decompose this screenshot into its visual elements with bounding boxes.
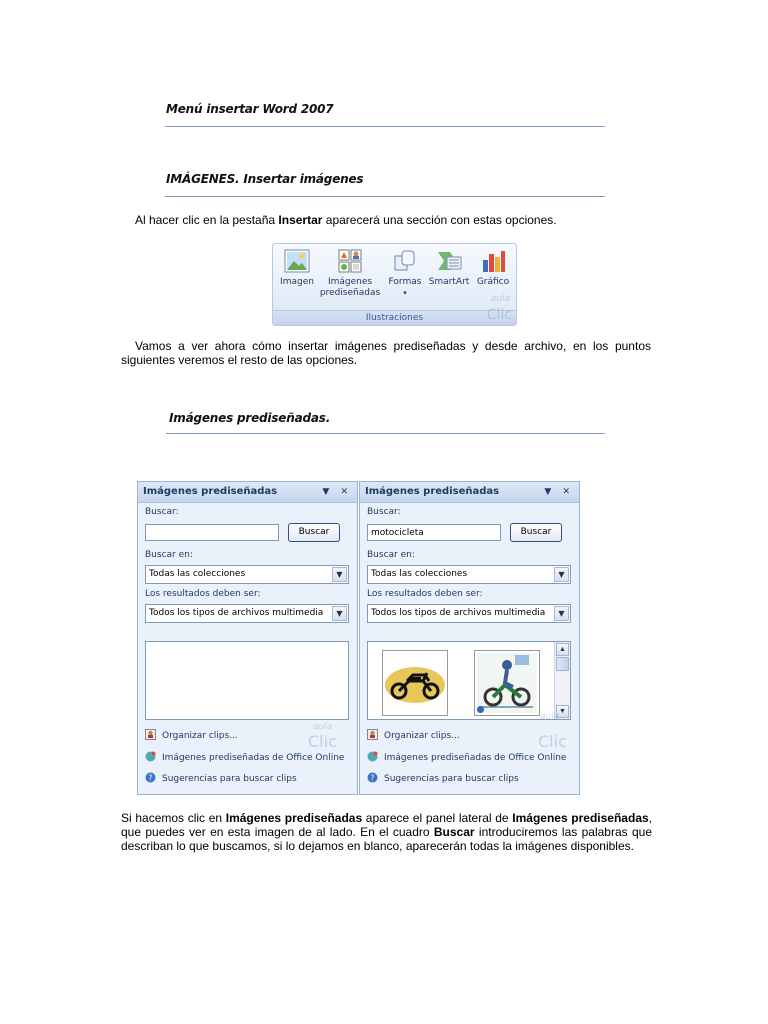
ribbon-group-text: Ilustraciones (365, 313, 424, 323)
organizer-icon (145, 729, 156, 740)
pane-close-icon[interactable]: ▼ ✕ (322, 487, 352, 497)
chevron-down-icon[interactable]: ▼ (332, 606, 347, 621)
office-online-link[interactable] (367, 751, 566, 763)
pane-close-icon[interactable]: ▼ ✕ (544, 487, 574, 497)
search-input[interactable]: motocicleta (367, 524, 501, 541)
search-in-label: Buscar en: (145, 550, 193, 560)
watermark: aula (313, 722, 333, 732)
rider-icon (475, 651, 539, 715)
search-in-select[interactable] (145, 565, 349, 584)
scroll-down-icon[interactable]: ▼ (556, 705, 569, 718)
picture-icon (284, 248, 310, 274)
ribbon-imagen-button[interactable] (277, 248, 317, 288)
motorcycle-icon (383, 651, 447, 715)
para3-bold: Imágenes prediseñadas (512, 811, 649, 825)
intro-bold: Insertar (278, 213, 323, 227)
organizer-icon (367, 729, 378, 740)
ribbon-label: Formas (388, 277, 422, 287)
search-in-label: Buscar en: (367, 550, 415, 560)
shapes-icon (392, 248, 418, 274)
heading-imagenes: IMÁGENES. Insertar imágenes (166, 172, 364, 186)
ribbon-illustrations-group (272, 243, 517, 326)
clipart-pane-empty (137, 481, 358, 795)
results-scrollbar[interactable] (554, 642, 570, 719)
search-button[interactable]: Buscar (288, 523, 340, 542)
search-tips-link[interactable] (145, 772, 297, 784)
para3-text: introduciremos las palabras que describan lo que buscamos, si lo dejamos en blanco, aparecerán todas la imágenes disponibles. (121, 825, 652, 853)
ribbon-label: prediseñadas (319, 288, 381, 298)
results-type-value: Todos los tipos de archivos multimedia (149, 608, 324, 618)
ribbon-label: Gráfico (476, 277, 510, 287)
help-icon (145, 772, 156, 783)
intro-text: Al hacer clic en la pestaña (135, 213, 279, 227)
organize-clips-text: Organizar clips... (384, 731, 460, 741)
pane-title-text: Imágenes prediseñadas (143, 486, 278, 497)
heading-rule (165, 196, 605, 197)
intro-paragraph (135, 213, 655, 227)
organize-clips-text: Organizar clips... (162, 731, 238, 741)
para3-bold: Buscar (433, 825, 475, 839)
watermark: aula (490, 294, 510, 304)
watermark: Clic (308, 732, 337, 751)
ribbon-group-label (273, 307, 516, 325)
smartart-icon (436, 248, 462, 274)
organize-clips-link[interactable] (145, 729, 238, 741)
results-type-value: Todos los tipos de archivos multimedia (371, 608, 546, 618)
chevron-down-icon[interactable]: ▼ (332, 567, 347, 582)
search-in-value: Todas las colecciones (149, 569, 246, 579)
ribbon-smartart-button[interactable] (427, 248, 471, 288)
watermark: Clic (486, 307, 512, 323)
para3-text: aparece el panel lateral de (362, 811, 513, 825)
results-area (145, 641, 349, 720)
paragraph-2: Vamos a ver ahora cómo insertar imágenes prediseñadas y desde archivo, en los puntos siguientes veremos el resto de las opciones. (121, 339, 651, 367)
scroll-up-icon[interactable]: ▲ (556, 643, 569, 656)
ribbon-clipart-button[interactable] (317, 248, 383, 299)
search-input[interactable] (145, 524, 279, 541)
heading-clipart: Imágenes prediseñadas. (169, 411, 331, 425)
clipart-thumbnail-motorcycle[interactable] (382, 650, 448, 716)
heading-rule (165, 126, 605, 127)
ribbon-label: Imágenes (327, 277, 373, 287)
clipart-thumbnail-rider[interactable] (474, 650, 540, 716)
results-type-select[interactable] (367, 604, 571, 623)
ribbon-grafico-button[interactable] (473, 248, 513, 288)
office-online-link[interactable] (145, 751, 344, 763)
search-tips-text: Sugerencias para buscar clips (384, 774, 519, 784)
results-type-select[interactable] (145, 604, 349, 623)
ribbon-formas-button[interactable] (385, 248, 425, 299)
office-online-text: Imágenes prediseñadas de Office Online (162, 753, 345, 763)
organize-clips-link[interactable] (367, 729, 460, 741)
para3-bold: Imágenes prediseñadas (225, 811, 363, 825)
chevron-down-icon[interactable]: ▼ (554, 606, 569, 621)
search-button[interactable]: Buscar (510, 523, 562, 542)
search-tips-link[interactable] (367, 772, 519, 784)
search-label: Buscar: (367, 507, 401, 517)
online-badge-icon (477, 706, 484, 713)
clipart-icon (337, 248, 363, 274)
search-tips-text: Sugerencias para buscar clips (162, 774, 297, 784)
search-in-select[interactable] (367, 565, 571, 584)
para3-text: , que puedes ver en esta imagen de al lado. En el cuadro (121, 811, 653, 839)
globe-icon (145, 751, 156, 762)
pane-title (360, 482, 579, 503)
pane-title (138, 482, 357, 503)
chevron-down-icon[interactable]: ▼ (554, 567, 569, 582)
office-online-text: Imágenes prediseñadas de Office Online (384, 753, 567, 763)
watermark: aula (540, 712, 560, 722)
results-type-label: Los resultados deben ser: (367, 589, 483, 599)
svg-text:?: ? (148, 773, 153, 783)
svg-text:?: ? (370, 773, 375, 783)
heading-menu-insertar: Menú insertar Word 2007 (166, 102, 334, 116)
help-icon (367, 772, 378, 783)
para3-text: Si hacemos clic en (121, 811, 226, 825)
ribbon-label: Imagen (280, 277, 314, 287)
ribbon-label: SmartArt (428, 277, 470, 287)
clipart-pane-results (359, 481, 580, 795)
pane-title-text: Imágenes prediseñadas (365, 486, 500, 497)
search-in-value: Todas las colecciones (371, 569, 468, 579)
results-area (367, 641, 571, 720)
heading-rule (166, 433, 605, 434)
globe-icon (367, 751, 378, 762)
search-label: Buscar: (145, 507, 179, 517)
results-type-label: Los resultados deben ser: (145, 589, 261, 599)
watermark: Clic (538, 732, 567, 751)
scroll-thumb[interactable] (556, 657, 569, 671)
intro-text: aparecerá una sección con estas opciones. (322, 213, 557, 227)
paragraph-3 (121, 811, 652, 853)
chart-icon (480, 248, 506, 274)
chevron-down-icon: ▾ (403, 289, 407, 297)
